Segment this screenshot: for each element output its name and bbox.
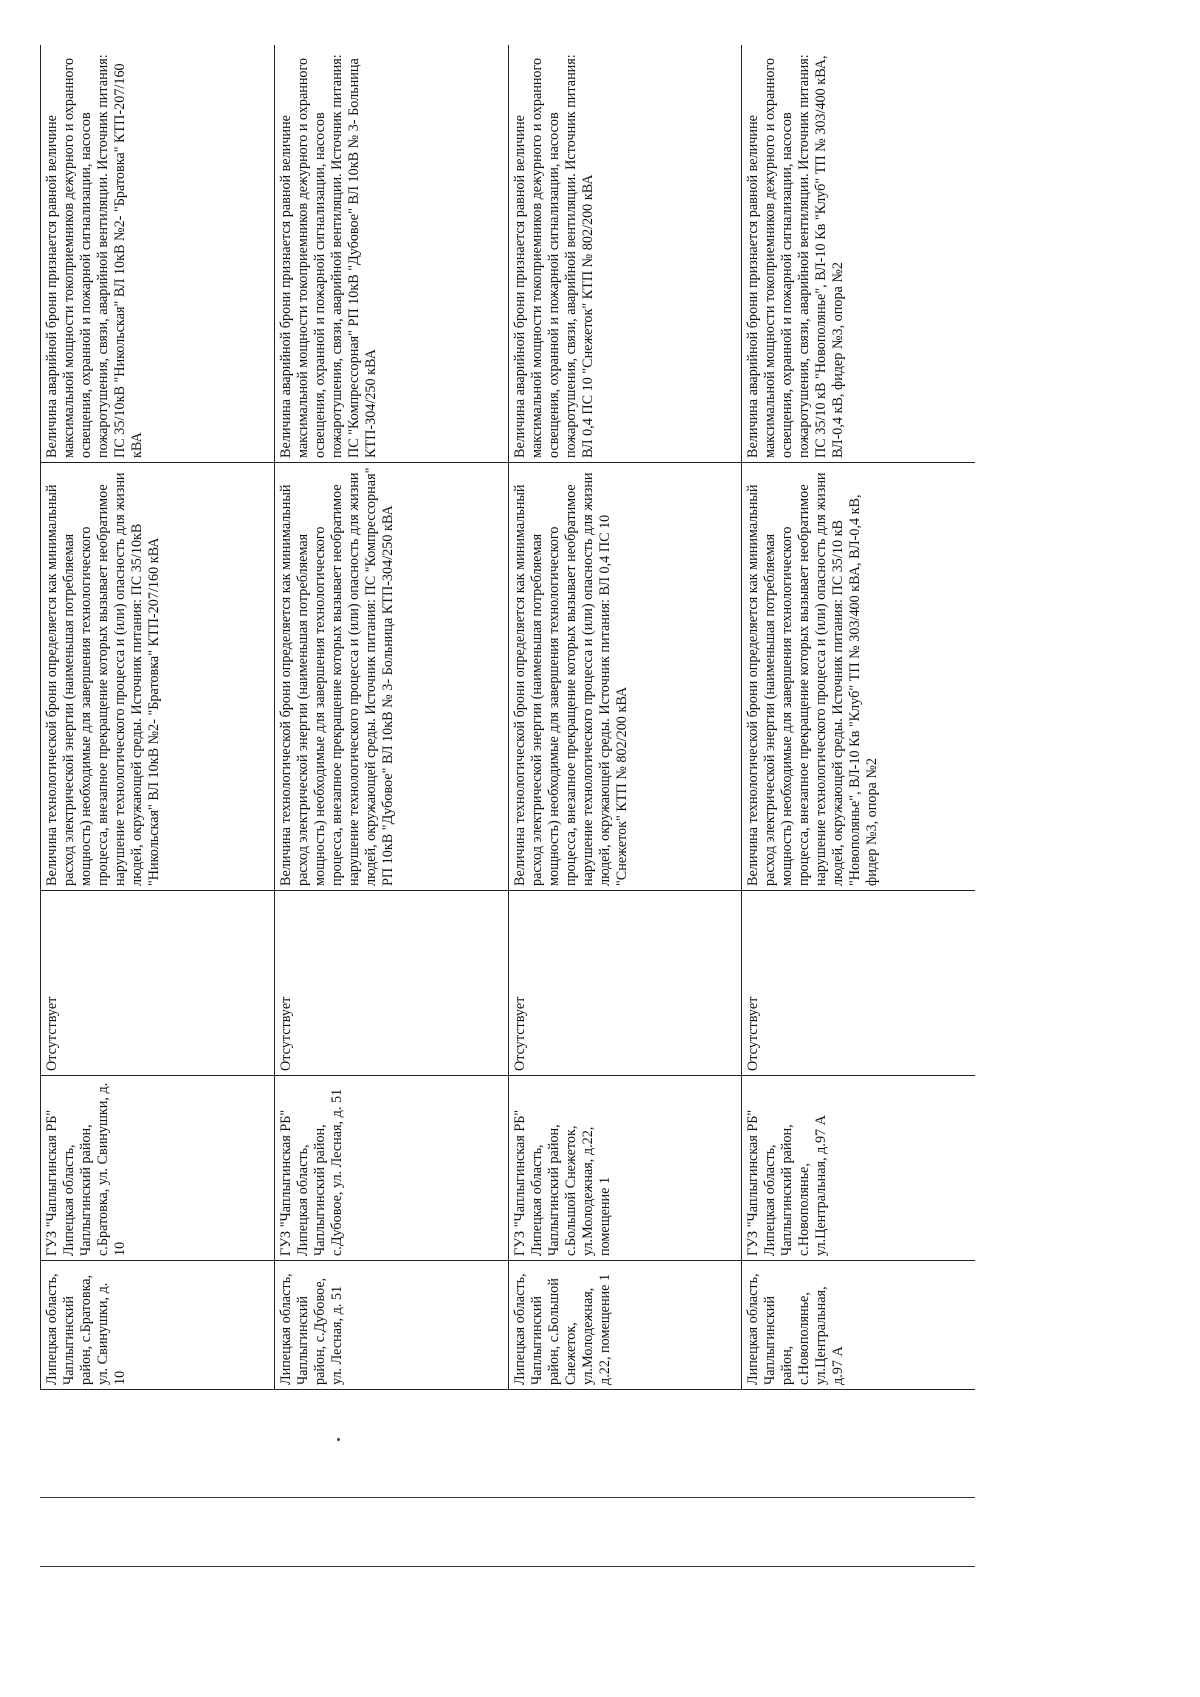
address-cell: Липецкая область, Чаплыгинский район, с.Новополянье, ул.Центральная, д.97 А [742, 1261, 975, 1390]
horizontal-rule [40, 1566, 975, 1567]
emergency-reserve-cell: Величина аварийной брони признается равной величине максимальной мощности токоприемников дежурного и охранного освещения, охранной и пожарной сигнализации, насосов пожаротушения, связи, аварийной вентиляции. Источник питания: ВЛ 0,4 ПС 10 "Снежеток" КТП № 802/200 кВА [508, 45, 742, 463]
address-cell: Липецкая область, Чаплыгинский район, с.Дубовое, ул. Лесная, д. 51 [274, 1261, 508, 1390]
status-cell: Отсутствует [508, 891, 742, 1076]
rotated-table-frame [40, 45, 975, 1390]
organization-cell: ГУЗ "Чаплыгинская РБ" Липецкая область, Чаплыгинский район, с.Дубовое, ул. Лесная, д. 51 [274, 1076, 508, 1261]
table-row [41, 45, 275, 1390]
emergency-reserve-cell: Величина аварийной брони признается равной величине максимальной мощности токоприемников дежурного и охранного освещения, охранной и пожарной сигнализации, насосов пожаротушения, связи, аварийной вентиляции. Источник питания: ПС "Компрессорная" РП 10кВ "Дубовое" ВЛ 10кВ № 3- Больница КТП-304/250 кВА [274, 45, 508, 463]
reservation-table [40, 45, 975, 1390]
table-row [274, 45, 508, 1390]
status-cell: Отсутствует [41, 891, 275, 1076]
table-row [742, 45, 975, 1390]
status-cell: Отсутствует [742, 891, 975, 1076]
address-cell: Липецкая область, Чаплыгинский район, с.Братовка, ул. Свинушки, д. 10 [41, 1261, 275, 1390]
technological-reserve-cell: Величина технологической брони определяется как минимальный расход электрической энергии (наименьшая потребляемая мощность) необходимые для завершения технологического процесса, внезапное прекращение которых вызывает необратимое нарушение технологического процесса и (или) опасность для жизни людей, окружающей среды. Источник питания: ПС 35/10 кВ "Новополянье", ВЛ-10 Кв "Клуб" ТП № 303/400 кВА, ВЛ-0,4 кВ, фидер №3, опора №2 [742, 463, 975, 891]
emergency-reserve-cell: Величина аварийной брони признается равной величине максимальной мощности токоприемников дежурного и охранного освещения, охранной и пожарной сигнализации, насосов пожаротушения, связи, аварийной вентиляции. Источник питания: ПС 35/10 кВ "Новополянье", ВЛ-10 Кв "Клуб" ТП № 303/400 кВА, ВЛ-0,4 кВ, фидер №3, опора №2 [742, 45, 975, 463]
rotated-table [40, 45, 975, 1390]
scan-speck [337, 1438, 340, 1441]
organization-cell: ГУЗ "Чаплыгинская РБ" Липецкая область, Чаплыгинский район, с.Большой Снежеток, ул.Молодежная, д.22, помещение 1 [508, 1076, 742, 1261]
organization-cell: ГУЗ "Чаплыгинская РБ" Липецкая область, Чаплыгинский район, с.Братовка, ул. Свинушки, д. 10 [41, 1076, 275, 1261]
table-row [508, 45, 742, 1390]
technological-reserve-cell: Величина технологической брони определяется как минимальный расход электрической энергии (наименьшая потребляемая мощность) необходимые для завершения технологического процесса, внезапное прекращение которых вызывает необратимое нарушение технологического процесса и (или) опасность для жизни людей, окружающей среды. Источник питания: ПС "Компрессорная" РП 10кВ "Дубовое" ВЛ 10кВ № 3- Больница КТП-304/250 кВА [274, 463, 508, 891]
emergency-reserve-cell: Величина аварийной брони признается равной величине максимальной мощности токоприемников дежурного и охранного освещения, охранной и пожарной сигнализации, насосов пожаротушения, связи, аварийной вентиляции. Источник питания: ПС 35/10кВ "Никольская" ВЛ 10кВ №2- "Братовка" КТП-207/160 кВА [41, 45, 275, 463]
technological-reserve-cell: Величина технологической брони определяется как минимальный расход электрической энергии (наименьшая потребляемая мощность) необходимые для завершения технологического процесса, внезапное прекращение которых вызывает необратимое нарушение технологического процесса и (или) опасность для жизни людей, окружающей среды. Источник питания: ПС 35/10кВ "Никольская" ВЛ 10кВ №2- "Братовка" КТП-207/160 кВА [41, 463, 275, 891]
technological-reserve-cell: Величина технологической брони определяется как минимальный расход электрической энергии (наименьшая потребляемая мощность) необходимые для завершения технологического процесса, внезапное прекращение которых вызывает необратимое нарушение технологического процесса и (или) опасность для жизни людей, окружающей среды. Источник питания: ВЛ 0,4 ПС 10 "Снежеток" КТП № 802/200 кВА [508, 463, 742, 891]
organization-cell: ГУЗ "Чаплыгинская РБ" Липецкая область, Чаплыгинский район, с.Новополянье, ул.Центральная, д.97 А [742, 1076, 975, 1261]
address-cell: Липецкая область, Чаплыгинский район, с.Большой Снежеток, ул.Молодежная, д.22, помещение 1 [508, 1261, 742, 1390]
horizontal-rule [40, 1497, 975, 1498]
status-cell: Отсутствует [274, 891, 508, 1076]
